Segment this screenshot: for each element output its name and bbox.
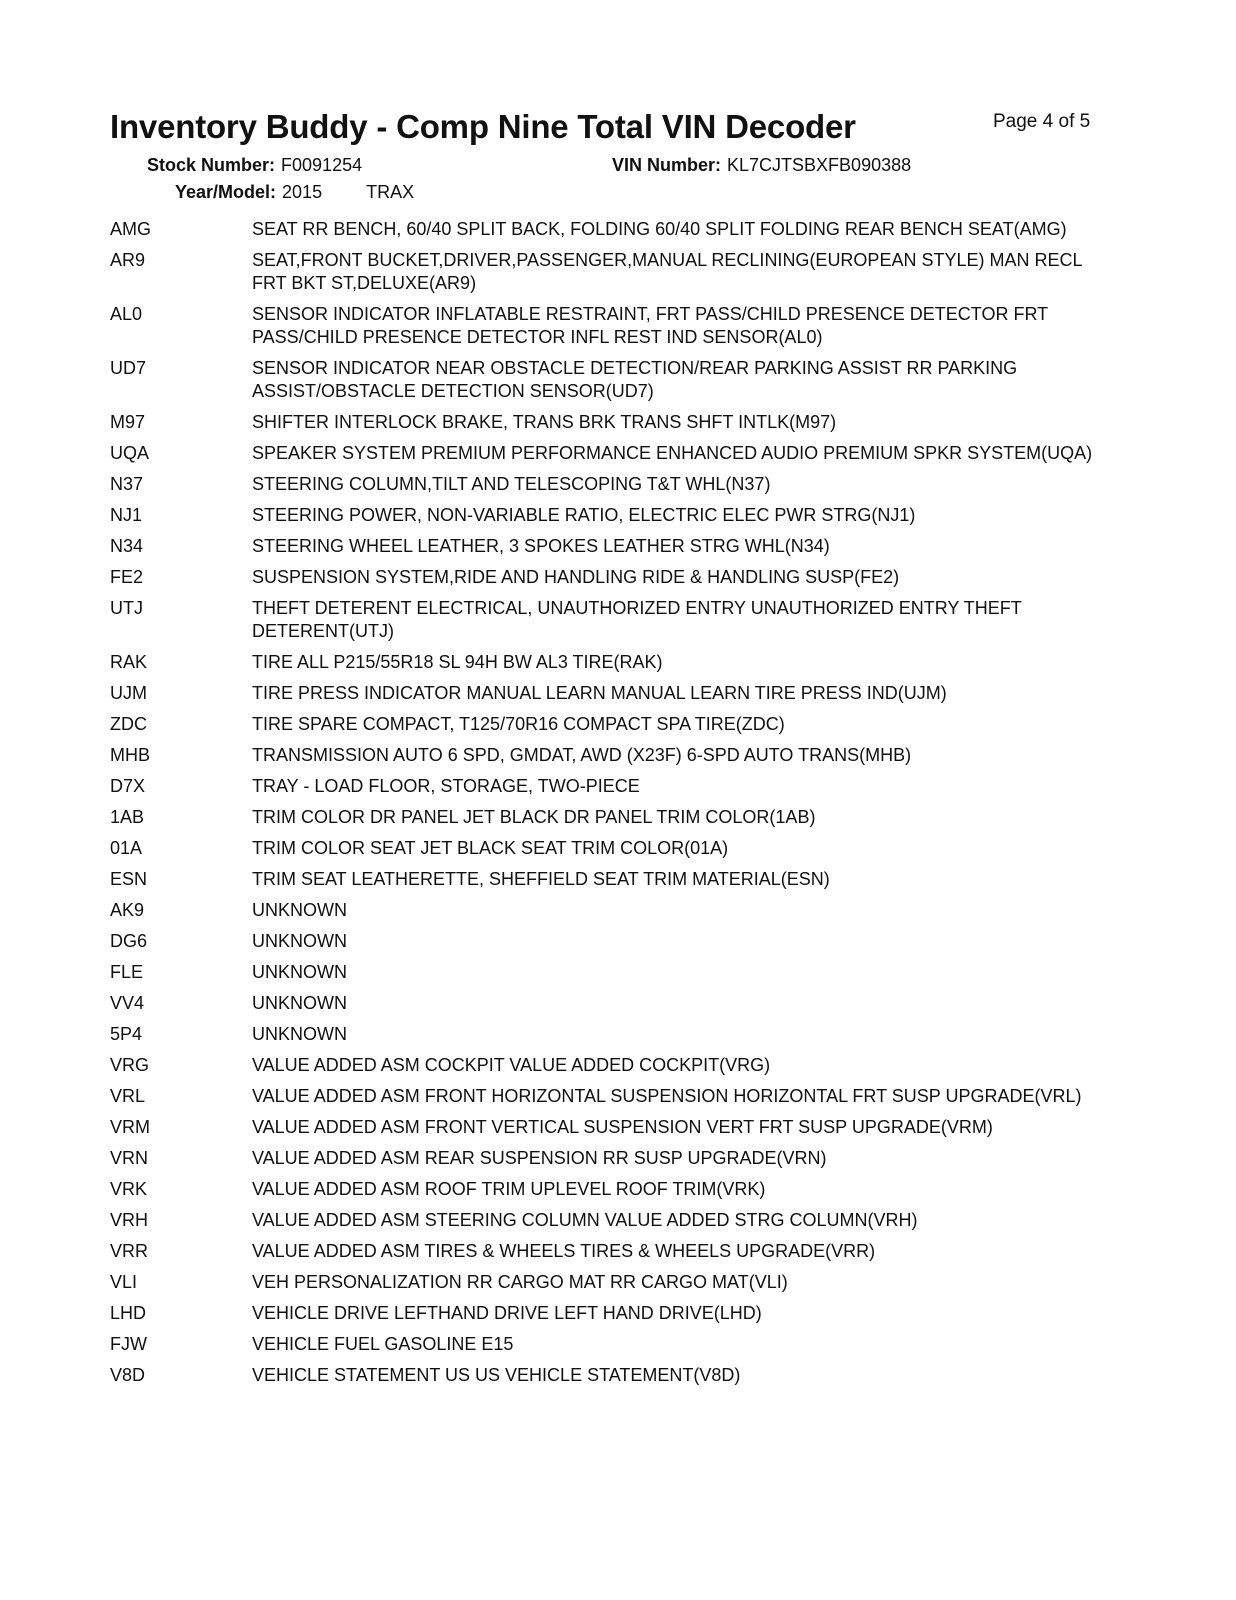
option-description: SEAT RR BENCH, 60/40 SPLIT BACK, FOLDING 60/40 SPLIT FOLDING REAR BENCH SEAT(AMG) <box>252 219 1067 239</box>
option-row <box>110 1146 1110 1177</box>
option-description: TIRE ALL P215/55R18 SL 94H BW AL3 TIRE(RAK) <box>252 652 663 672</box>
option-code: UQA <box>110 443 150 463</box>
option-code: RAK <box>110 652 148 672</box>
option-row <box>110 805 1110 836</box>
option-row <box>110 991 1110 1022</box>
option-row <box>110 410 1110 441</box>
option-row <box>110 356 1110 410</box>
option-row <box>110 1115 1110 1146</box>
option-description: VALUE ADDED ASM FRONT VERTICAL SUSPENSION VERT FRT SUSP UPGRADE(VRM) <box>252 1117 993 1137</box>
option-description: TRANSMISSION AUTO 6 SPD, GMDAT, AWD (X23F) 6-SPD AUTO TRANS(MHB) <box>252 745 912 765</box>
option-description: SPEAKER SYSTEM PREMIUM PERFORMANCE ENHANCED AUDIO PREMIUM SPKR SYSTEM(UQA) <box>252 443 1093 463</box>
option-description: TRIM COLOR DR PANEL JET BLACK DR PANEL TRIM COLOR(1AB) <box>252 807 816 827</box>
year-model <box>175 182 414 203</box>
option-code: AL0 <box>110 304 143 324</box>
option-row <box>110 774 1110 805</box>
option-description: SUSPENSION SYSTEM,RIDE AND HANDLING RIDE & HANDLING SUSP(FE2) <box>252 567 900 587</box>
option-description: UNKNOWN <box>252 993 347 1013</box>
option-row <box>110 898 1110 929</box>
option-description: VEHICLE FUEL GASOLINE E15 <box>252 1334 514 1354</box>
stock-number <box>147 155 362 176</box>
option-row <box>110 960 1110 991</box>
option-row <box>110 836 1110 867</box>
option-description: VEHICLE STATEMENT US US VEHICLE STATEMENT(V8D) <box>252 1365 741 1385</box>
option-code: VRM <box>110 1117 150 1137</box>
option-description: STEERING POWER, NON-VARIABLE RATIO, ELECTRIC ELEC PWR STRG(NJ1) <box>252 505 916 525</box>
option-row <box>110 565 1110 596</box>
option-code: VRR <box>110 1241 149 1261</box>
option-code: AK9 <box>110 900 145 920</box>
option-code: VV4 <box>110 993 145 1013</box>
option-description: TRIM SEAT LEATHERETTE, SHEFFIELD SEAT TRIM MATERIAL(ESN) <box>252 869 830 889</box>
year-value: 2015 <box>282 182 323 202</box>
option-row <box>110 1301 1110 1332</box>
stock-number-label: Stock Number: <box>147 155 276 175</box>
option-code: FE2 <box>110 567 144 587</box>
option-row <box>110 1208 1110 1239</box>
option-description: VALUE ADDED ASM REAR SUSPENSION RR SUSP UPGRADE(VRN) <box>252 1148 827 1168</box>
option-row <box>110 743 1110 774</box>
option-row <box>110 248 1110 302</box>
option-description: THEFT DETERENT ELECTRICAL, UNAUTHORIZED ENTRY UNAUTHORIZED ENTRY THEFT DETERENT(UTJ) <box>252 598 1022 641</box>
option-row <box>110 503 1110 534</box>
option-code: FLE <box>110 962 144 982</box>
option-code: UD7 <box>110 358 147 378</box>
option-row <box>110 1053 1110 1084</box>
option-code: VRG <box>110 1055 150 1075</box>
page-number: Page 4 of 5 <box>993 111 1091 132</box>
option-row <box>110 596 1110 650</box>
model-value: TRAX <box>366 182 415 202</box>
option-row <box>110 1022 1110 1053</box>
option-code: VRL <box>110 1086 146 1106</box>
option-code-list <box>110 217 1110 1394</box>
option-description: TIRE PRESS INDICATOR MANUAL LEARN MANUAL LEARN TIRE PRESS IND(UJM) <box>252 683 947 703</box>
option-description: VEHICLE DRIVE LEFTHAND DRIVE LEFT HAND DRIVE(LHD) <box>252 1303 762 1323</box>
option-code: M97 <box>110 412 146 432</box>
vin-number-label: VIN Number: <box>612 155 722 175</box>
option-description: TRAY - LOAD FLOOR, STORAGE, TWO-PIECE <box>252 776 640 796</box>
option-code: LHD <box>110 1303 147 1323</box>
option-description: SENSOR INDICATOR NEAR OBSTACLE DETECTION/REAR PARKING ASSIST RR PARKING ASSIST/OBSTACLE DETECTION SENSOR(UD7) <box>252 358 1018 401</box>
option-row <box>110 217 1110 248</box>
option-row <box>110 712 1110 743</box>
option-row <box>110 1177 1110 1208</box>
vin-number <box>612 155 911 176</box>
option-description: UNKNOWN <box>252 962 347 982</box>
stock-number-value: F0091254 <box>281 155 363 175</box>
option-row <box>110 1084 1110 1115</box>
option-code: 5P4 <box>110 1024 143 1044</box>
option-code: VRK <box>110 1179 148 1199</box>
option-description: STEERING WHEEL LEATHER, 3 SPOKES LEATHER STRG WHL(N34) <box>252 536 830 556</box>
option-code: N37 <box>110 474 144 494</box>
option-code: N34 <box>110 536 144 556</box>
option-row <box>110 302 1110 356</box>
option-description: VALUE ADDED ASM ROOF TRIM UPLEVEL ROOF TRIM(VRK) <box>252 1179 766 1199</box>
option-code: DG6 <box>110 931 148 951</box>
option-code: D7X <box>110 776 146 796</box>
option-code: AMG <box>110 219 152 239</box>
option-code: 1AB <box>110 807 145 827</box>
option-code: ESN <box>110 869 148 889</box>
option-code: UJM <box>110 683 147 703</box>
option-code: 01A <box>110 838 143 858</box>
option-code: VLI <box>110 1272 138 1292</box>
option-description: STEERING COLUMN,TILT AND TELESCOPING T&T WHL(N37) <box>252 474 771 494</box>
option-code: ZDC <box>110 714 147 734</box>
option-row <box>110 534 1110 565</box>
option-description: VALUE ADDED ASM COCKPIT VALUE ADDED COCKPIT(VRG) <box>252 1055 771 1075</box>
option-code: VRH <box>110 1210 149 1230</box>
page-title: Inventory Buddy - Comp Nine Total VIN Decoder <box>110 108 856 145</box>
option-description: SHIFTER INTERLOCK BRAKE, TRANS BRK TRANS SHFT INTLK(M97) <box>252 412 837 432</box>
option-code: UTJ <box>110 598 143 618</box>
option-code: NJ1 <box>110 505 143 525</box>
vin-number-value: KL7CJTSBXFB090388 <box>727 155 912 175</box>
option-description: TIRE SPARE COMPACT, T125/70R16 COMPACT SPA TIRE(ZDC) <box>252 714 785 734</box>
option-row <box>110 681 1110 712</box>
option-description: SENSOR INDICATOR INFLATABLE RESTRAINT, FRT PASS/CHILD PRESENCE DETECTOR FRT PASS/CHILD PRESENCE DETECTOR INFL REST IND SENSOR(AL0) <box>252 304 1048 347</box>
option-description: TRIM COLOR SEAT JET BLACK SEAT TRIM COLOR(01A) <box>252 838 729 858</box>
option-description: VEH PERSONALIZATION RR CARGO MAT RR CARGO MAT(VLI) <box>252 1272 788 1292</box>
option-row <box>110 1239 1110 1270</box>
option-row <box>110 441 1110 472</box>
option-row <box>110 650 1110 681</box>
option-row <box>110 867 1110 898</box>
year-model-label: Year/Model: <box>175 182 277 202</box>
option-code: V8D <box>110 1365 146 1385</box>
option-row <box>110 1332 1110 1363</box>
option-description: UNKNOWN <box>252 1024 347 1044</box>
option-code: FJW <box>110 1334 147 1354</box>
option-description: VALUE ADDED ASM FRONT HORIZONTAL SUSPENSION HORIZONTAL FRT SUSP UPGRADE(VRL) <box>252 1086 1082 1106</box>
option-row <box>110 1363 1110 1394</box>
option-description: SEAT,FRONT BUCKET,DRIVER,PASSENGER,MANUAL RECLINING(EUROPEAN STYLE) MAN RECL FRT BKT ST,DELUXE(AR9) <box>252 250 1082 293</box>
option-description: VALUE ADDED ASM TIRES & WHEELS TIRES & WHEELS UPGRADE(VRR) <box>252 1241 876 1261</box>
option-description: UNKNOWN <box>252 900 347 920</box>
option-row <box>110 472 1110 503</box>
option-row <box>110 929 1110 960</box>
option-code: AR9 <box>110 250 146 270</box>
option-code: MHB <box>110 745 150 765</box>
option-description: VALUE ADDED ASM STEERING COLUMN VALUE ADDED STRG COLUMN(VRH) <box>252 1210 918 1230</box>
option-row <box>110 1270 1110 1301</box>
option-code: VRN <box>110 1148 149 1168</box>
option-description: UNKNOWN <box>252 931 347 951</box>
